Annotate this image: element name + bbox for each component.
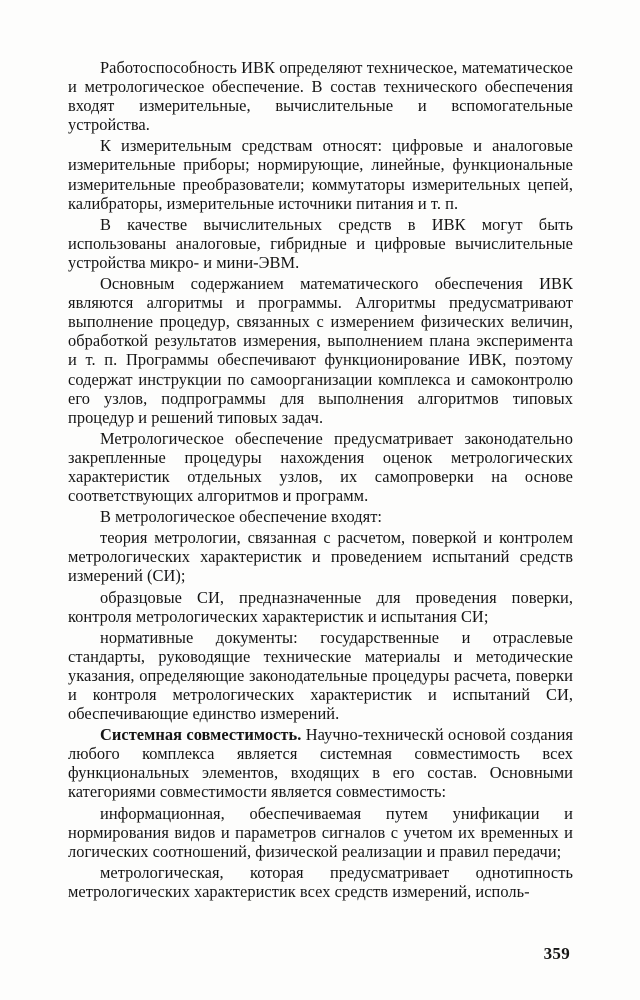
- paragraph-system-compatibility: [68, 725, 573, 801]
- body-text: [68, 58, 573, 901]
- system-compatibility-text: Научно-техническй основой создания любого комплекса является системная совместимость всех функциональных элементов, входящих в его состав. Основными категориями совместимости является совместимость:: [68, 725, 573, 802]
- paragraph-measuring-means: К измерительным средствам относят: цифровые и аналоговые измерительные приборы; нормирующие, линейные, функциональные измерительные преобразователи; коммутаторы измерительных цепей, калибраторы, измерительные источники питания и т. п.: [68, 136, 573, 213]
- paragraph-metrology-includes: В метрологическое обеспечение входят:: [100, 507, 383, 527]
- paragraph-ivk-performance: Работоспособность ИВК определяют техническое, математическое и метрологическое обеспечение. В состав технического обеспечения входят измерительные, вычислительные и вспомогательные устройства.: [68, 58, 573, 135]
- paragraph-math-support: Основным содержанием математического обеспечения ИВК являются алгоритмы и программы. Алгоритмы предусматривают выполнение процедур, связанных с измерением физических величин, обработкой результатов измерения, выполнением плана эксперимента и т. п. Программы обеспечивают функционирование ИВК, поэтому содержат инструкции по самоорганизации комплекса и самоконтролю его узлов, подпрограммы для выполнения алгоритмов типовых процедур и решений типовых задач.: [68, 274, 573, 427]
- list-item-metrology-theory: теория метрологии, связанная с расчетом, поверкой и контролем метрологических характеристик и проведением испытаний средств измерений (СИ);: [68, 528, 573, 586]
- paragraph-metrology-support: Метрологическое обеспечение предусматривает законодательно закрепленные процедуры нахождения оценок метрологических характеристик отдельных узлов, их самопроверки на основе соответствующих алгоритмов и программ.: [68, 428, 573, 506]
- list-item-reference-instruments: образцовые СИ, предназначенные для проведения поверки, контроля метрологических характеристик и испытания СИ;: [68, 587, 573, 626]
- system-compatibility-heading: Системная совместимость.: [100, 725, 302, 745]
- list-item-normative-documents: нормативные документы: государственные и отраслевые стандарты, руководящие технические материалы и методические указания, определяющие законодательные процедуры расчета, поверки и контроля метрологических характеристик и испытаний СИ, обеспечивающие единство измерений.: [68, 627, 573, 724]
- page-number: 359: [543, 944, 570, 963]
- list-item-metrological-compatibility: метрологическая, которая предусматривает однотипность метрологических характеристик всех средств измерений, исполь-: [68, 862, 573, 901]
- list-item-information-compatibility: информационная, обеспечиваемая путем унификации и нормирования видов и параметров сигналов с учетом их временных и логических соотношений, физической реализации и правил передачи;: [68, 803, 573, 861]
- paragraph-computing-means: В качестве вычислительных средств в ИВК могут быть использованы аналоговые, гибридные и цифровые вычислительные устройства микро- и мини-ЭВМ.: [68, 214, 573, 272]
